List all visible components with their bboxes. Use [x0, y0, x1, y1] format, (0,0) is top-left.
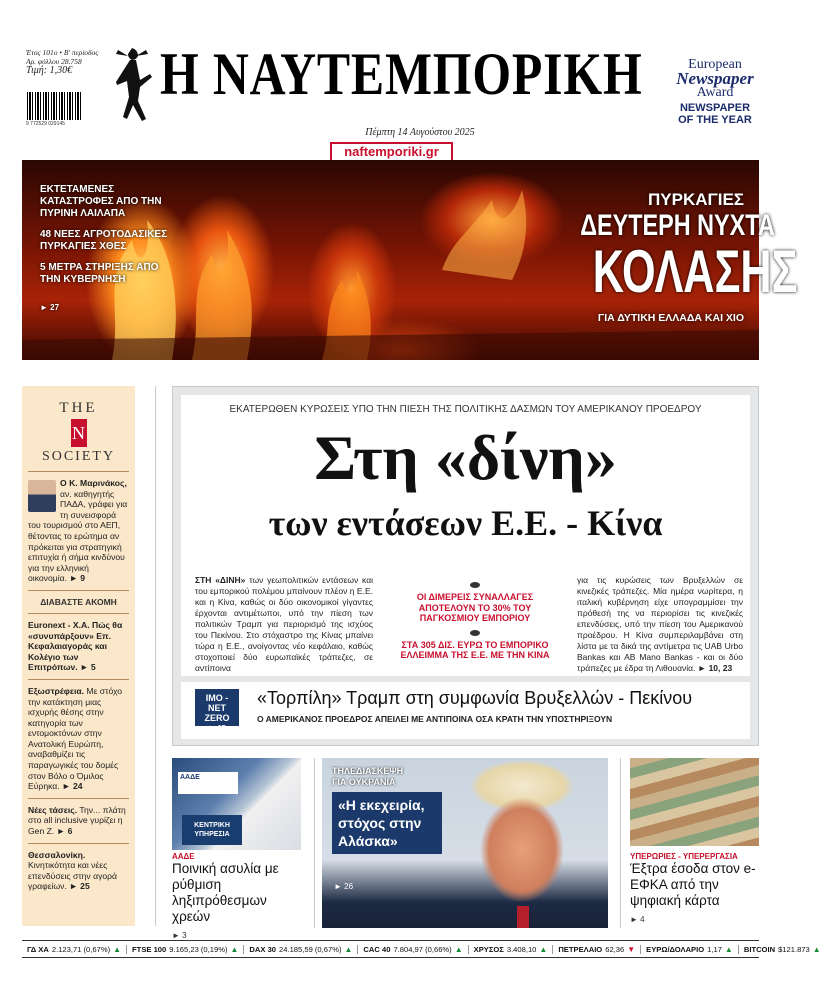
- sidebar-item-3-text: Με στόχο την κατάκτηση μιας ισχυρής θέσης στην κατηγορία των εντομοκτόνων στην Ανατολική Ευρώπη, αναβαθμίζει τις παραγωγικές του δομές στον Βόλο ο Όμιλος Εύρηκα.: [28, 685, 123, 792]
- ticker-value: $121.873: [778, 944, 810, 954]
- ticker-name: CAC 40: [363, 944, 391, 954]
- hermes-logo-icon: [110, 44, 154, 124]
- trump-kicker-line-2: ΓΙΑ ΟΥΚΡΑΝΙΑ: [332, 777, 396, 787]
- imo-badge-line-1: ΙΜΟ -: [205, 693, 229, 703]
- ticker-item-ftse: [127, 945, 244, 954]
- main-story-body[interactable]: [181, 395, 750, 676]
- ticker-value: 2.123,71 (0,67%): [51, 944, 111, 954]
- ticker-value: 62,36: [605, 944, 625, 954]
- ticker-item-gd: [22, 945, 127, 954]
- down-arrow-icon: ▼: [627, 944, 636, 954]
- ticker-value: 24.185,59 (0,67%): [279, 944, 342, 954]
- sidebar-item-4-lead: Νέες τάσεις.: [28, 804, 78, 815]
- newspaper-title: Η ΝΑΥΤΕΜΠΟΡΙΚΗ: [160, 41, 643, 107]
- ticker-item-eurusd: [641, 945, 739, 954]
- tie-icon: [517, 906, 529, 928]
- bullet-icon: [470, 582, 480, 588]
- sidebar-item-3-page: ► 24: [62, 781, 83, 792]
- issue-info: [26, 48, 98, 75]
- hero-bullet-2: 48 ΝΕΕΣ ΑΓΡΟΤΟΔΑΣΙΚΕΣ ΠΥΡΚΑΓΙΕΣ ΧΘΕΣ: [40, 229, 168, 252]
- ticker-name: ΓΔ ΧΑ: [27, 944, 49, 954]
- award-line-3: Award: [696, 85, 734, 100]
- award-line-2: Newspaper: [676, 69, 754, 88]
- up-arrow-icon: ▲: [539, 944, 548, 954]
- sub-story[interactable]: [181, 682, 750, 739]
- ticker-name: ΧΡΥΣΟΣ: [473, 944, 504, 954]
- up-arrow-icon: ▲: [344, 944, 353, 954]
- efka-story[interactable]: [630, 852, 765, 924]
- ticker-value: 1,17: [707, 944, 722, 954]
- efka-title: Έξτρα έσοδα στον e-ΕΦΚΑ από την ψηφιακή κάρτα: [630, 861, 756, 908]
- sidebar-item-4-text: Την... πλάτη στο all inclusive γυρίζει η Gen Z.: [28, 804, 126, 837]
- ticker-item-dax: [244, 945, 358, 954]
- divider: [28, 679, 129, 680]
- issue-number: Αρ. φύλλου 28.758: [26, 57, 82, 66]
- barcode-icon: [27, 92, 83, 120]
- ticker-name: DAX 30: [249, 944, 277, 954]
- divider: [28, 471, 129, 472]
- sidebar-item-5-page: ► 25: [69, 881, 90, 892]
- society-word: SOCIETY: [41, 449, 116, 464]
- masthead: [0, 0, 803, 159]
- sidebar-item-4-page: ► 6: [56, 826, 73, 837]
- ticker-name: ΕΥΡΩ/ΔΟΛΑΡΙΟ: [646, 944, 705, 954]
- ticker-name: BITCOIN: [743, 944, 776, 954]
- aade-title: Ποινική ασυλία με ρύθμιση ληξιπρόθεσμων χρεών: [172, 861, 279, 924]
- main-column-1-text: των γεωπολιτικών εντάσεων και του εμπορικού πολέμου μπαίνουν πλέον η Ε.Ε. και η Κίνα, καθώς οι δύο οικονομικοί γίγαντες έρχονται αντιμέτωποι, υπό την πίεση των πολιτικών Τραμπ για περιορισμό της ισχύος του Πεκίνου. Στο στόχαστρο της Κίνας μπαίνει τώρα η Ε.Ε., ανοίγοντας νέο κεφάλαιο, καθώς στοχοποιεί δύο ευρωπαϊκές τράπεζες, σε αντίποινα: [195, 575, 373, 673]
- trump-kicker: [332, 766, 403, 788]
- hero-headline-line-1: ΔΕΥΤΕΡΗ ΝΥΧΤΑ: [580, 209, 775, 242]
- sidebar-item-1-page: ► 9: [69, 573, 86, 584]
- ticker-name: FTSE 100: [132, 944, 167, 954]
- up-arrow-icon: ▲: [724, 944, 733, 954]
- sub-story-title: «Τορπίλη» Τραμπ στη συμφωνία Βρυξελλών - Πεκίνου: [257, 688, 693, 708]
- main-kicker: ΕΚΑΤΕΡΩΘΕΝ ΚΥΡΩΣΕΙΣ ΥΠΟ ΤΗΝ ΠΙΕΣΗ ΤΗΣ ΠΟΛΙΤΙΚΗΣ ΔΑΣΜΩΝ ΤΟΥ ΑΜΕΡΙΚΑΝΟΥ ΠΡΟΕΔΡΟΥ: [229, 404, 702, 415]
- imo-badge: [195, 689, 239, 732]
- ticker-item-oil: [553, 945, 641, 954]
- issue-year: Έτος 101ο • Β' περίοδος: [26, 48, 99, 57]
- society-n: N: [71, 419, 87, 447]
- up-arrow-icon: ▲: [230, 944, 239, 954]
- main-story: [172, 386, 759, 746]
- hero-bullet-3: 5 ΜΕΤΡΑ ΣΤΗΡΙΞΗΣ ΑΠΟ ΤΗΝ ΚΥΒΕΡΝΗΣΗ: [40, 262, 159, 285]
- imo-badge-page: ► 15: [208, 723, 226, 732]
- hero-headline-block: [534, 190, 798, 324]
- divider: [314, 758, 315, 928]
- main-highlights: [393, 580, 557, 661]
- ticker-value: 7.804,97 (0,66%): [393, 944, 452, 954]
- hero-headline-line-2: ΚΟΛΑΣΗΣ: [592, 238, 798, 305]
- hero-page-ref: ► 27: [40, 303, 60, 312]
- sidebar-item-1-text: αν. καθηγητής ΠΑΔΑ, γράφει για τη συνεισφορά του τουρισμού στο ΑΕΠ, θέτοντας το ερώτημα αν πρόκειται για στρατηγική επιτυχία ή σήμα κινδύνου για την ελληνική οικονομία.: [28, 488, 128, 584]
- highlight-1: ΟΙ ΔΙΜΕΡΕΙΣ ΣΥΝΑΛΛΑΓΕΣ ΑΠΟΤΕΛΟΥΝ ΤΟ 30% ΤΟΥ ΠΑΓΚΟΣΜΙΟΥ ΕΜΠΟΡΙΟΥ: [416, 592, 534, 623]
- divider: [28, 798, 129, 799]
- aade-story[interactable]: [172, 852, 307, 940]
- aade-logo: ΑΑΔΕ: [178, 772, 238, 794]
- main-headline-line-2: των εντάσεων Ε.Ε. - Κίνα: [268, 503, 663, 543]
- main-column-3-page: ► 10, 23: [697, 663, 733, 673]
- award-line-1: European: [688, 57, 742, 72]
- hero-fire-banner[interactable]: [22, 160, 798, 360]
- sidebar-item-5-text: Κινητικότητα και νέες επενδύσεις στην αγορά γραφείων.: [28, 860, 118, 892]
- divider: [620, 758, 621, 928]
- issue-price: Τιμή: 1,30€: [26, 65, 73, 76]
- sidebar-item-4[interactable]: [22, 805, 135, 837]
- award-badge: [660, 58, 770, 126]
- sub-story-subtitle: Ο ΑΜΕΡΙΚΑΝΟΣ ΠΡΟΕΔΡΟΣ ΑΠΕΙΛΕΙ ΜΕ ΑΝΤΙΠΟΙΝΑ ΟΣΑ ΚΡΑΤΗ ΤΗΝ ΥΠΟΣΤΗΡΙΞΟΥΝ: [257, 714, 613, 724]
- ticker-value: 9.165,23 (0,19%): [169, 944, 228, 954]
- banknotes-image[interactable]: [630, 758, 759, 846]
- award-line-5: OF THE YEAR: [678, 114, 752, 126]
- trump-page: ► 26: [334, 882, 354, 891]
- hero-kicker: ΠΥΡΚΑΓΙΕΣ: [648, 190, 744, 209]
- sidebar-item-2-page: ► 5: [80, 662, 96, 673]
- society-the: THE: [59, 400, 98, 416]
- award-line-4: NEWSPAPER: [679, 102, 751, 114]
- sidebar-society: [22, 386, 135, 926]
- ticker-item-gold: [469, 945, 554, 954]
- main-column-1: [195, 575, 373, 674]
- main-column-1-lead: ΣΤΗ «ΔΙΝΗ»: [195, 575, 246, 585]
- website-link[interactable]: naftemporiki.gr: [330, 142, 453, 160]
- trump-photo[interactable]: [322, 758, 608, 928]
- efka-page: ► 4: [630, 915, 645, 924]
- efka-kicker: ΥΠΕΡΩΡΙΕΣ - ΥΠΕΡΕΡΓΑΣΙΑ: [630, 852, 738, 861]
- aade-kicker: ΑΑΔΕ: [172, 852, 195, 861]
- divider: [28, 843, 129, 844]
- imo-badge-line-2: NET ZERO: [204, 703, 230, 723]
- divider: [28, 613, 129, 614]
- up-arrow-icon: ▲: [454, 944, 463, 954]
- hero-bullet-1: ΕΚΤΕΤΑΜΕΝΕΣ ΚΑΤΑΣΤΡΟΦΕΣ ΑΠΟ ΤΗΝ ΠΥΡΙΝΗ ΛΑΙΛΑΠΑ: [40, 184, 162, 219]
- main-column-3: [577, 575, 743, 674]
- avatar: [28, 480, 56, 512]
- ticker-item-bitcoin: [739, 945, 826, 954]
- highlight-2: ΣΤΑ 305 ΔΙΣ. ΕΥΡΩ ΤΟ ΕΜΠΟΡΙΚΟ ΕΛΛΕΙΜΜΑ ΤΗΣ Ε.Ε. ΜΕ ΤΗΝ ΚΙΝΑ: [400, 639, 550, 660]
- up-arrow-icon: ▲: [812, 944, 821, 954]
- trump-quote: «Η εκεχειρία, στόχος στην Αλάσκα»: [332, 792, 442, 854]
- aade-building-image[interactable]: [172, 758, 301, 850]
- sidebar-item-3[interactable]: [22, 686, 135, 792]
- sidebar-item-3-lead: Εξωστρέφεια.: [28, 685, 85, 696]
- ticker-value: 3.408,10: [506, 944, 537, 954]
- society-logo: [22, 386, 135, 465]
- bullet-icon: [470, 630, 480, 636]
- divider: [155, 386, 156, 926]
- hero-subtitle: ΓΙΑ ΔΥΤΙΚΗ ΕΛΛΑΔΑ ΚΑΙ ΧΙΟ: [597, 312, 744, 324]
- ticker-name: ΠΕΤΡΕΛΑΙΟ: [558, 944, 603, 954]
- aade-page: ► 3: [172, 931, 187, 940]
- trump-kicker-line-1: ΤΗΛΕΔΙΑΣΚΕΨΗ: [332, 766, 404, 776]
- sidebar-item-2[interactable]: [22, 620, 135, 673]
- sidebar-item-2-lead: Euronext - Χ.Α. Πώς θα «συνυπάρξουν» Επ. Κεφαλαιαγοράς και Κολέγιο των Επιτρόπων.: [28, 619, 123, 673]
- hero-bullets: [40, 184, 170, 314]
- sidebar-item-1[interactable]: [22, 478, 135, 584]
- aade-sign: ΚΕΝΤΡΙΚΗ ΥΠΗΡΕΣΙΑ: [182, 815, 242, 845]
- main-headline: Στη «δίνη»: [314, 422, 617, 493]
- barcode-number: 9 772529 029145: [26, 121, 65, 127]
- up-arrow-icon: ▲: [113, 944, 122, 954]
- sidebar-item-1-lead: Ο Κ. Μαρινάκος,: [60, 478, 127, 488]
- main-column-3-text: για τις κυρώσεις των Βρυξελλών σε κινεζικές τράπεζες. Μία ημέρα νωρίτερα, η ιταλική κυβέρνηση είχε υπογραμμίσει την πρόθεσή της να περιορίσει τις κινεζικές επενδύσεις, υπό την πίεση του Αμερικανού προέδρου. Η Κίνα συμπεριλαμβάνει στη λίστα με τα δικά της αντίμετρα τις UAB Urbo Bankas και AB Mano Bankas - και οι δύο τράπεζες με έδρα τη Λιθουανία.: [577, 575, 743, 673]
- market-ticker: [22, 940, 821, 958]
- divider: [28, 590, 129, 591]
- issue-date: Πέμπτη 14 Αυγούστου 2025: [365, 127, 475, 138]
- sidebar-section-head: ΔΙΑΒΑΣΤΕ ΑΚΟΜΗ: [40, 596, 117, 607]
- ticker-item-cac: [358, 945, 468, 954]
- sidebar-item-5[interactable]: [22, 850, 135, 892]
- sidebar-item-5-lead: Θεσσαλονίκη.: [28, 849, 86, 860]
